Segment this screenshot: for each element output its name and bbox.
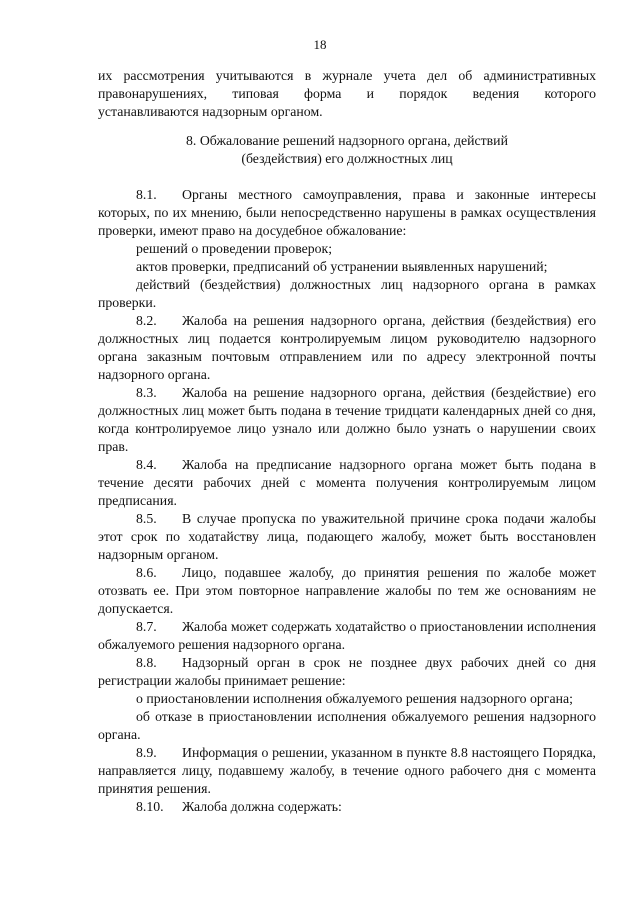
list-item: действий (бездействия) должностных лиц надзорного органа в рамках проверки.: [98, 277, 596, 310]
paragraph-number: 8.10.: [136, 799, 164, 814]
paragraph-8-7: [98, 618, 596, 654]
paragraph-text: Жалоба на предписание надзорного органа может быть подана в течение десяти рабочих дней с момента получения контролируемым лицом предписания.: [98, 457, 596, 508]
list-item: об отказе в приостановлении исполнения обжалуемого решения надзорного органа.: [98, 709, 596, 742]
list-item: актов проверки, предписаний об устранении выявленных нарушений;: [136, 259, 548, 274]
paragraph-text: Жалоба может содержать ходатайство о приостановлении исполнения обжалуемого решения надзорного органа.: [98, 619, 596, 652]
paragraph-text: Лицо, подавшее жалобу, до принятия решения по жалобе может отозвать ее. При этом повторное направление жалобы по тем же основаниям не допускается.: [98, 565, 596, 616]
list-item: решений о проведении проверок;: [136, 241, 333, 256]
paragraph-8-2: [98, 312, 596, 384]
paragraph-number: 8.9.: [136, 745, 157, 760]
paragraph-8-6: [98, 564, 596, 618]
intro-line-3: устанавливаются надзорным органом.: [98, 104, 323, 119]
paragraph-8-3: [98, 384, 596, 456]
paragraph-8-4: [98, 456, 596, 510]
paragraph-8-5: [98, 510, 596, 564]
paragraph-number: 8.8.: [136, 655, 157, 670]
paragraph-number: 8.3.: [136, 385, 157, 400]
paragraph-text: Информация о решении, указанном в пункте 8.8 настоящего Порядка, направляется лицу, подавшему жалобу, в течение одного рабочего дня с момента принятия решения.: [98, 745, 596, 796]
paragraph-number: 8.1.: [136, 187, 157, 202]
paragraph-text: Органы местного самоуправления, права и законные интересы которых, по их мнению, были непосредственно нарушены в рамках осуществления проверки, имеют право на досудебное обжалование:: [98, 187, 596, 238]
section-heading-line-2: (бездействия) его должностных лиц: [241, 151, 453, 166]
paragraph-8-1: [98, 186, 596, 240]
paragraph-number: 8.5.: [136, 511, 157, 526]
section-heading: [98, 132, 596, 168]
paragraph-text: В случае пропуска по уважительной причине срока подачи жалобы этот срок по ходатайству лица, подающего жалобу, может быть восстановлен надзорным органом.: [98, 511, 596, 562]
paragraph-text: Жалоба должна содержать:: [182, 799, 342, 814]
paragraph-text: Надзорный орган в срок не позднее двух рабочих дней со дня регистрации жалобы принимает решение:: [98, 655, 596, 688]
list-item: о приостановлении исполнения обжалуемого решения надзорного органа;: [136, 691, 573, 706]
paragraph-text: Жалоба на решения надзорного органа, действия (бездействия) его должностных лиц подается контролируемым лицом руководителю надзорного органа заказным почтовым отправлением или по адресу электронной почты надзорного органа.: [98, 313, 596, 382]
page-number: 18: [313, 37, 327, 52]
paragraph-8-9: [98, 744, 596, 798]
paragraph-number: 8.2.: [136, 313, 157, 328]
intro-line-2: правонарушениях, типовая форма и порядок ведения которого: [98, 86, 596, 101]
paragraph-number: 8.7.: [136, 619, 157, 634]
paragraph-8-10: [98, 798, 596, 816]
paragraph-8-8: [98, 654, 596, 690]
paragraph-text: Жалоба на решение надзорного органа, действия (бездействие) его должностных лиц может быть подана в течение тридцати календарных дней со дня, когда контролируемое лицо узнало или должно было узнать о нарушении своих прав.: [98, 385, 596, 454]
document-body: [98, 67, 596, 816]
section-heading-line-1: 8. Обжалование решений надзорного органа, действий: [186, 133, 508, 148]
paragraph-number: 8.4.: [136, 457, 157, 472]
intro-line-1: их рассмотрения учитываются в журнале учета дел об административных: [98, 68, 596, 83]
paragraph-number: 8.6.: [136, 565, 157, 580]
